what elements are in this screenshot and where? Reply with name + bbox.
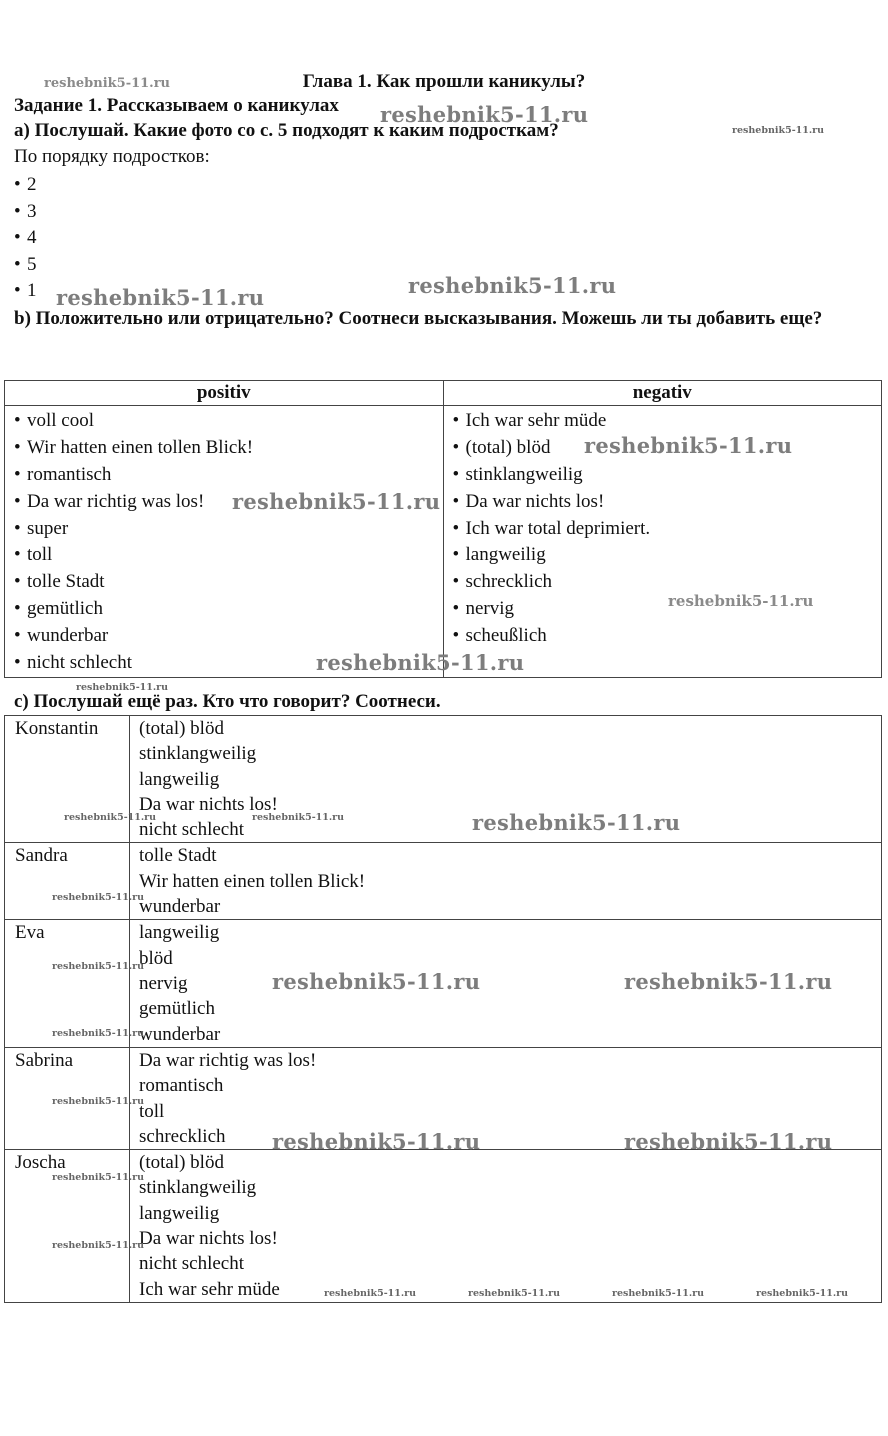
- question-b: b) Положительно или отрицательно? Соотнеси высказывания. Можешь ли ты добавить еще?: [14, 308, 823, 329]
- list-item: • 4: [14, 225, 37, 252]
- list-item: Wir hatten einen tollen Blick!: [139, 870, 366, 892]
- list-item: • Da war nichts los!: [453, 489, 882, 516]
- watermark: reshebnik5-11.ru: [44, 76, 171, 91]
- list-item: Da war richtig was los!: [139, 1049, 317, 1071]
- watermark: reshebnik5-11.ru: [52, 1240, 145, 1251]
- order-label: По порядку подростков:: [14, 146, 210, 167]
- question-a: а) Послушай. Какие фото со с. 5 подходят к каким подросткам?: [14, 120, 559, 141]
- watermark: reshebnik5-11.ru: [468, 1288, 561, 1299]
- list-item: • Ich war sehr müde: [453, 408, 882, 435]
- watermark: reshebnik5-11.ru: [56, 285, 265, 310]
- speaker-name: Sandra: [5, 843, 130, 920]
- list-item: • nicht schlecht: [14, 650, 443, 677]
- list-item: wunderbar: [139, 1023, 221, 1045]
- watermark: reshebnik5-11.ru: [732, 125, 825, 136]
- watermark: reshebnik5-11.ru: [408, 273, 617, 298]
- negative-header: negativ: [443, 381, 882, 406]
- list-item: schrecklich: [139, 1125, 226, 1147]
- positive-header: positiv: [5, 381, 444, 406]
- list-item: • tolle Stadt: [14, 569, 443, 596]
- list-item: Ich war sehr müde: [139, 1278, 280, 1300]
- list-item: langweilig: [139, 768, 220, 790]
- watermark: reshebnik5-11.ru: [272, 969, 481, 994]
- list-item: nervig: [139, 973, 188, 995]
- question-c: c) Послушай ещё раз. Кто что говорит? Соотнеси.: [14, 691, 441, 712]
- list-item: nicht schlecht: [139, 1253, 244, 1275]
- bullet-icon: •: [14, 280, 21, 302]
- list-item: • nervig: [453, 596, 882, 623]
- positive-list: [14, 408, 443, 677]
- bullet-icon: •: [14, 200, 21, 222]
- list-item: nicht schlecht: [139, 819, 244, 841]
- list-item: stinklangweilig: [139, 743, 257, 765]
- watermark: reshebnik5-11.ru: [52, 961, 145, 972]
- list-item: langweilig: [139, 1202, 220, 1224]
- speaker-name: Eva: [5, 920, 130, 1047]
- bullet-icon: •: [14, 174, 21, 195]
- speaker-words: [130, 843, 882, 920]
- bullet-icon: •: [14, 571, 21, 593]
- list-item: romantisch: [139, 1075, 224, 1097]
- bullet-icon: •: [452, 571, 460, 593]
- bullet-icon: •: [452, 598, 460, 620]
- list-item: • (total) blöd: [453, 435, 882, 462]
- speaker-name: Sabrina: [5, 1047, 130, 1149]
- list-item: • Da war richtig was los!: [14, 489, 443, 516]
- watermark: reshebnik5-11.ru: [756, 1288, 849, 1299]
- list-item: wunderbar: [139, 896, 221, 918]
- list-item: • 1: [14, 278, 37, 305]
- list-item: tolle Stadt: [139, 845, 217, 867]
- list-item: • 2: [14, 172, 37, 199]
- list-item: • gemütlich: [14, 596, 443, 623]
- bullet-icon: •: [452, 517, 460, 539]
- positive-negative-table: [4, 380, 882, 678]
- bullet-icon: •: [452, 544, 460, 566]
- bullet-icon: •: [14, 463, 21, 485]
- watermark: reshebnik5-11.ru: [252, 812, 345, 823]
- bullet-icon: •: [452, 463, 460, 485]
- bullet-icon: •: [14, 544, 21, 566]
- bullet-icon: •: [14, 625, 21, 647]
- watermark: reshebnik5-11.ru: [624, 1129, 833, 1154]
- list-item: • scheußlich: [453, 623, 882, 650]
- list-item: • 5: [14, 252, 37, 279]
- bullet-icon: •: [14, 517, 21, 539]
- list-item: • super: [14, 516, 443, 543]
- list-item: • toll: [14, 542, 443, 569]
- watermark: reshebnik5-11.ru: [272, 1129, 481, 1154]
- list-item: • Ich war total deprimiert.: [453, 516, 882, 543]
- watermark: reshebnik5-11.ru: [52, 1028, 145, 1039]
- bullet-icon: •: [452, 490, 460, 512]
- bullet-icon: •: [452, 436, 460, 458]
- who-says-what-table: [4, 715, 882, 1303]
- table-row: [5, 843, 882, 920]
- list-item: • romantisch: [14, 462, 443, 489]
- watermark: reshebnik5-11.ru: [52, 1096, 145, 1107]
- watermark: reshebnik5-11.ru: [64, 812, 157, 823]
- list-item: (total) blöd: [139, 1152, 224, 1174]
- list-item: blöd: [139, 947, 173, 969]
- bullet-icon: •: [14, 598, 21, 620]
- bullet-icon: •: [14, 227, 21, 249]
- watermark: reshebnik5-11.ru: [52, 1172, 145, 1183]
- list-item: stinklangweilig: [139, 1177, 257, 1199]
- chapter-title: Глава 1. Как прошли каникулы?: [302, 71, 586, 92]
- bullet-icon: •: [14, 490, 21, 512]
- watermark: reshebnik5-11.ru: [624, 969, 833, 994]
- list-item: • langweilig: [453, 542, 882, 569]
- watermark: reshebnik5-11.ru: [76, 682, 169, 693]
- list-item: • stinklangweilig: [453, 462, 882, 489]
- bullet-icon: •: [14, 253, 21, 275]
- watermark: reshebnik5-11.ru: [232, 489, 441, 514]
- table-row: [5, 716, 882, 843]
- speaker-name: Joscha: [5, 1150, 130, 1303]
- bullet-icon: •: [14, 436, 21, 458]
- list-item: langweilig: [139, 922, 220, 944]
- list-item: (total) blöd: [139, 718, 224, 739]
- list-item: Da war nichts los!: [139, 1228, 278, 1250]
- bullet-icon: •: [452, 410, 460, 431]
- speaker-words: [130, 1150, 882, 1303]
- bullet-icon: •: [14, 410, 21, 431]
- list-item: gemütlich: [139, 998, 215, 1020]
- list-item: Da war nichts los!: [139, 793, 278, 815]
- watermark: reshebnik5-11.ru: [52, 892, 145, 903]
- watermark: reshebnik5-11.ru: [324, 1288, 417, 1299]
- list-item: toll: [139, 1100, 165, 1122]
- list-item: • voll cool: [14, 408, 443, 435]
- watermark: reshebnik5-11.ru: [584, 433, 793, 458]
- list-item: • schrecklich: [453, 569, 882, 596]
- task-title: Задание 1. Рассказываем о каникулах: [14, 95, 339, 116]
- watermark: reshebnik5-11.ru: [472, 810, 681, 835]
- list-item: • Wir hatten einen tollen Blick!: [14, 435, 443, 462]
- watermark: reshebnik5-11.ru: [316, 650, 525, 675]
- positive-cell: [5, 406, 444, 678]
- list-item: • wunderbar: [14, 623, 443, 650]
- order-list: [14, 172, 37, 305]
- watermark: reshebnik5-11.ru: [380, 102, 589, 127]
- watermark: reshebnik5-11.ru: [612, 1288, 705, 1299]
- list-item: • 3: [14, 199, 37, 226]
- bullet-icon: •: [452, 625, 460, 647]
- speaker-name: Konstantin: [5, 716, 130, 843]
- bullet-icon: •: [14, 652, 21, 674]
- watermark: reshebnik5-11.ru: [668, 592, 814, 610]
